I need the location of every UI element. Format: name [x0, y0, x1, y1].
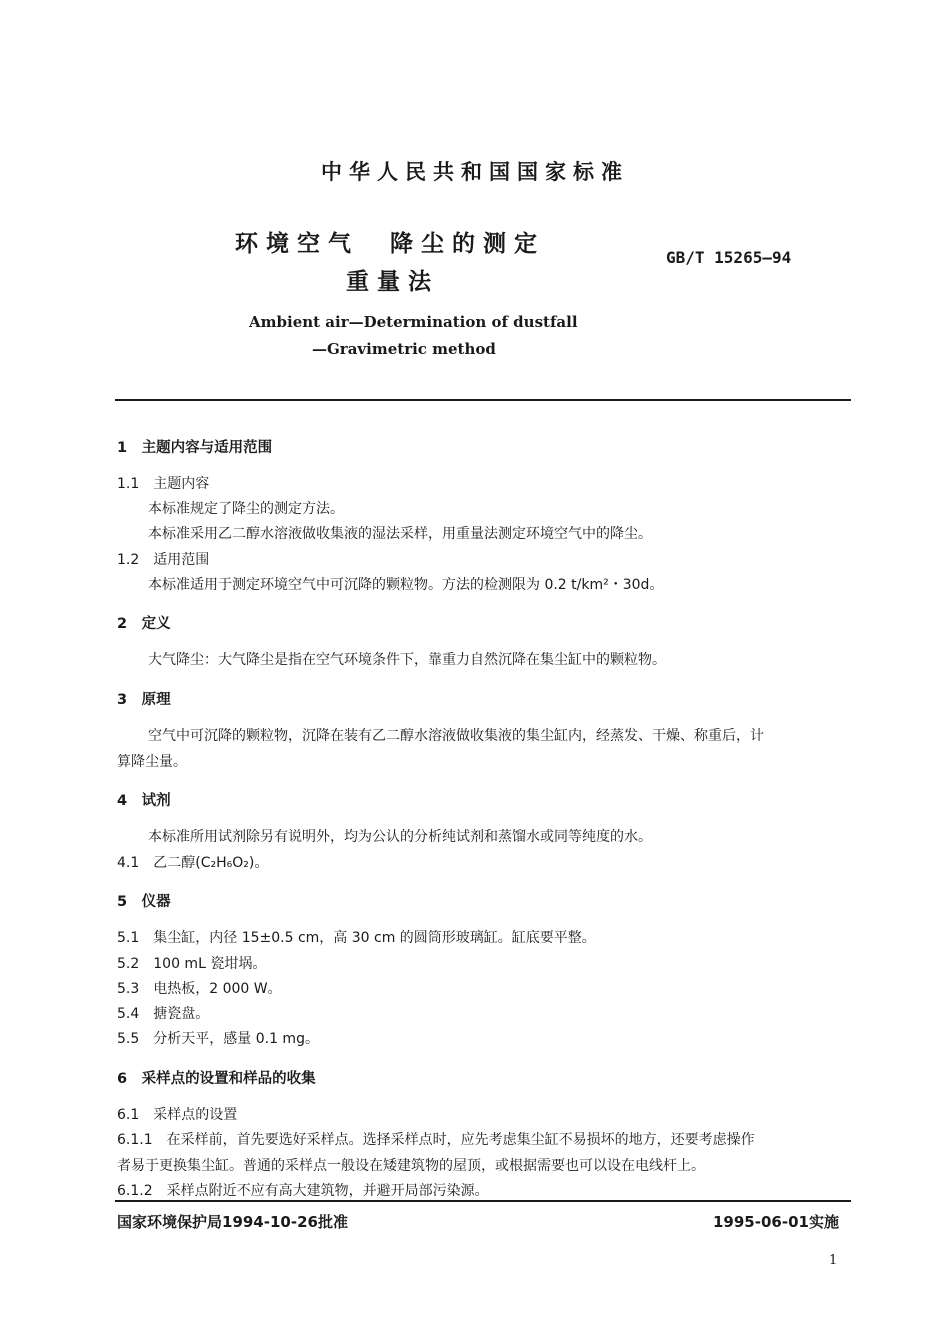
section-1-heading: 1 主题内容与适用范围 — [117, 440, 273, 456]
standard-code: GB/T 15265—94 — [666, 248, 792, 267]
section-1-1-heading: 1.1 主题内容 — [117, 476, 210, 492]
section-2-text: 大气降尘：大气降尘是指在空气环境条件下，靠重力自然沉降在集尘缸中的颗粒物。 — [148, 652, 666, 668]
standard-type-heading: 中华人民共和国国家标准 — [321, 160, 629, 184]
section-1-2-heading: 1.2 适用范围 — [117, 552, 210, 568]
document-title: 环境空气 降尘的测定 — [235, 231, 545, 257]
section-1-2-text: 本标准适用于测定环境空气中可沉降的颗粒物。方法的检测限为 0.2 t/km²・30d。 — [148, 577, 664, 593]
english-title-line1: Ambient air—Determination of dustfall — [249, 313, 578, 331]
document-subtitle: 重量法 — [346, 269, 439, 295]
section-3-text-line1: 空气中可沉降的颗粒物，沉降在装有乙二醇水溶液做收集液的集尘缸内，经蒸发、干燥、称重后，计 — [148, 728, 764, 744]
section-5-item: 5.5 分析天平，感量 0.1 mg。 — [117, 1031, 319, 1047]
section-5-item: 5.2 100 mL 瓷坩埚。 — [117, 956, 267, 972]
bottom-divider — [115, 1200, 851, 1202]
section-5-item: 5.4 搪瓷盘。 — [117, 1006, 210, 1022]
section-5-item: 5.1 集尘缸，内径 15±0.5 cm，高 30 cm 的圆筒形玻璃缸。缸底要平整。 — [117, 930, 596, 946]
section-6-1-1-line2: 者易于更换集尘缸。普通的采样点一般设在矮建筑物的屋顶，或根据需要也可以设在电线杆上。 — [117, 1158, 705, 1174]
section-5-item: 5.3 电热板，2 000 W。 — [117, 981, 282, 997]
section-1-1-text-2: 本标准采用乙二醇水溶液做收集液的湿法采样，用重量法测定环境空气中的降尘。 — [148, 526, 652, 542]
section-1-1-text-1: 本标准规定了降尘的测定方法。 — [148, 501, 344, 517]
section-6-1-1-line1: 6.1.1 在采样前，首先要选好采样点。选择采样点时，应先考虑集尘缸不易损坏的地方，还要考虑操作 — [117, 1132, 755, 1148]
section-3-heading: 3 原理 — [117, 692, 171, 708]
section-6-1-2: 6.1.2 采样点附近不应有高大建筑物，并避开局部污染源。 — [117, 1183, 489, 1199]
section-5-heading: 5 仪器 — [117, 894, 171, 910]
top-divider — [115, 399, 851, 401]
section-4-1-item: 4.1 乙二醇(C₂H₆O₂)。 — [117, 855, 269, 871]
section-6-1-heading: 6.1 采样点的设置 — [117, 1107, 238, 1123]
section-4-text: 本标准所用试剂除另有说明外，均为公认的分析纯试剂和蒸馏水或同等纯度的水。 — [148, 829, 652, 845]
section-6-heading: 6 采样点的设置和样品的收集 — [117, 1071, 316, 1087]
section-2-heading: 2 定义 — [117, 616, 171, 632]
effective-date: 1995-06-01实施 — [713, 1213, 839, 1231]
section-3-text-line2: 算降尘量。 — [117, 754, 187, 770]
english-title-line2: —Gravimetric method — [312, 340, 496, 358]
approval-date: 国家环境保护局1994-10-26批准 — [117, 1213, 348, 1231]
page-number: 1 — [829, 1253, 838, 1268]
section-4-heading: 4 试剂 — [117, 793, 171, 809]
